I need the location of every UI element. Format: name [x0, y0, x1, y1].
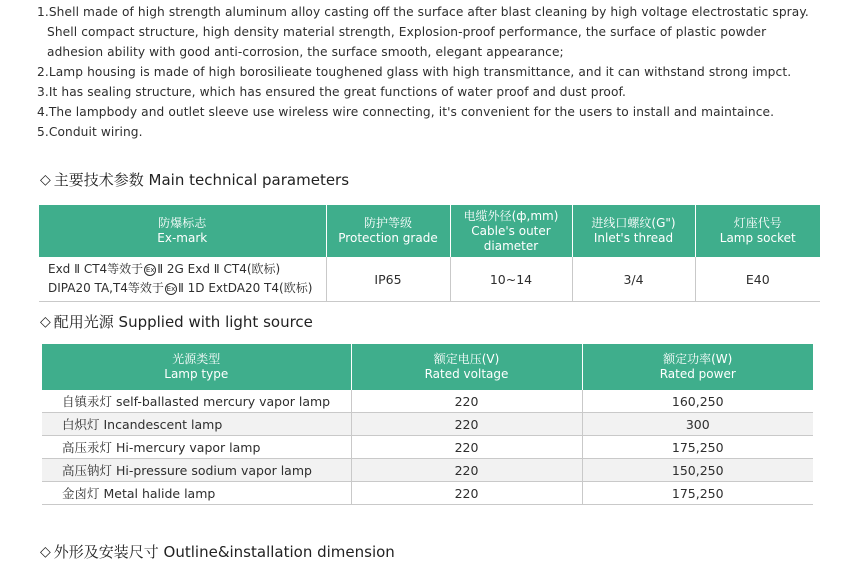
lamp-type-cell: 白炽灯 Incandescent lamp — [42, 413, 351, 436]
outline-title: 外形及安装尺寸 Outline&installation dimension — [53, 543, 395, 561]
power-cell: 300 — [582, 413, 813, 436]
header-en: Rated power — [659, 367, 736, 381]
header-protection-grade — [326, 205, 450, 257]
header-lamp-type — [42, 344, 351, 390]
header-cn: 额定功率(W) — [663, 352, 733, 366]
header-en: Ex-mark — [157, 231, 208, 245]
header-cn: 防爆标志 — [158, 216, 207, 230]
feature-item: 3.It has sealing structure, which has ensured the great functions of water proof and dust proof. — [37, 85, 627, 99]
header-en: Inlet's thread — [593, 231, 674, 245]
table-header-row — [42, 344, 813, 390]
ex-mark-line — [48, 260, 326, 279]
voltage-cell: 220 — [351, 413, 582, 436]
voltage-cell: 220 — [351, 390, 582, 413]
header-en: Rated voltage — [424, 367, 509, 381]
header-cn: 光源类型 — [172, 352, 221, 366]
socket-cell: E40 — [695, 257, 820, 302]
header-cn: 额定电压(V) — [433, 352, 500, 366]
outline-heading — [40, 541, 395, 562]
table-row — [42, 436, 813, 459]
power-cell: 150,250 — [582, 459, 813, 482]
table-row — [39, 257, 820, 302]
light-source-title: 配用光源 Supplied with light source — [53, 313, 313, 331]
voltage-cell: 220 — [351, 459, 582, 482]
cable-cell: 10~14 — [450, 257, 572, 302]
header-lamp-socket — [695, 205, 820, 257]
header-cable-diameter — [450, 205, 572, 257]
ex-mark-line — [48, 279, 326, 298]
header-en: Cable's outer — [471, 223, 551, 238]
table-row — [42, 390, 813, 413]
table-row — [42, 482, 813, 505]
header-cn: 防护等级 — [363, 216, 412, 230]
feature-item: 1.Shell made of high strength aluminum alloy casting off the surface after blast cleaning by high voltage electrostatic spray. — [37, 5, 809, 19]
light-source-table — [42, 344, 813, 505]
main-params-table — [39, 205, 820, 302]
diamond-icon: ◇ — [40, 543, 51, 560]
header-en: Lamp type — [164, 367, 229, 381]
main-params-title: 主要技术参数 Main technical parameters — [53, 171, 350, 189]
table-row — [42, 459, 813, 482]
ex-mark-cell — [39, 257, 326, 302]
header-ex-mark — [39, 205, 326, 257]
thread-cell: 3/4 — [572, 257, 695, 302]
power-cell: 175,250 — [582, 436, 813, 459]
header-en: diameter — [483, 238, 539, 253]
diamond-icon: ◇ — [40, 313, 51, 330]
feature-item: 4.The lampbody and outlet sleeve use wireless wire connecting, it's convenient for the users to install and maintaince. — [37, 105, 775, 119]
ex-mark-text: Exd Ⅱ CT4等效于 — [48, 262, 144, 276]
header-rated-voltage — [351, 344, 582, 390]
header-cn: 灯座代号 — [733, 216, 782, 230]
table-row — [42, 413, 813, 436]
feature-item: Shell compact structure, high density material strength, Explosion-proof performance, the surface of plastic powder — [47, 25, 767, 39]
header-cn: 电缆外径(ф,mm) — [463, 208, 559, 223]
lamp-type-cell: 高压钠灯 Hi-pressure sodium vapor lamp — [42, 459, 351, 482]
table-header-row — [39, 205, 820, 257]
header-inlet-thread — [572, 205, 695, 257]
header-rated-power — [582, 344, 813, 390]
ex-symbol-icon: Ex — [145, 265, 155, 274]
header-cn: 进线口螺纹(G") — [591, 216, 676, 230]
power-cell: 175,250 — [582, 482, 813, 505]
feature-item: 5.Conduit wiring. — [37, 125, 143, 139]
feature-list — [37, 2, 837, 142]
ex-mark-text: Ⅱ 2G Exd Ⅱ CT4(欧标) — [157, 262, 281, 276]
lamp-type-cell: 自镇汞灯 self-ballasted mercury vapor lamp — [42, 390, 351, 413]
ex-mark-text: Ⅱ 1D ExtDA20 T4(欧标) — [177, 281, 313, 295]
header-en: Lamp socket — [719, 231, 796, 245]
main-params-heading — [40, 169, 349, 190]
lamp-type-cell: 金卤灯 Metal halide lamp — [42, 482, 351, 505]
feature-item: 2.Lamp housing is made of high borosilieate toughened glass with high transmittance, and it can withstand strong impct. — [37, 65, 792, 79]
light-source-heading — [40, 311, 313, 332]
header-en: Protection grade — [338, 231, 438, 245]
diamond-icon: ◇ — [40, 171, 51, 188]
ex-mark-text: DIPA20 TA,T4等效于 — [48, 281, 164, 295]
protection-cell: IP65 — [326, 257, 450, 302]
feature-item: adhesion ability with good anti-corrosion, the surface smooth, elegant appearance; — [47, 45, 564, 59]
voltage-cell: 220 — [351, 482, 582, 505]
voltage-cell: 220 — [351, 436, 582, 459]
ex-symbol-icon: Ex — [166, 284, 176, 293]
power-cell: 160,250 — [582, 390, 813, 413]
lamp-type-cell: 高压汞灯 Hi-mercury vapor lamp — [42, 436, 351, 459]
